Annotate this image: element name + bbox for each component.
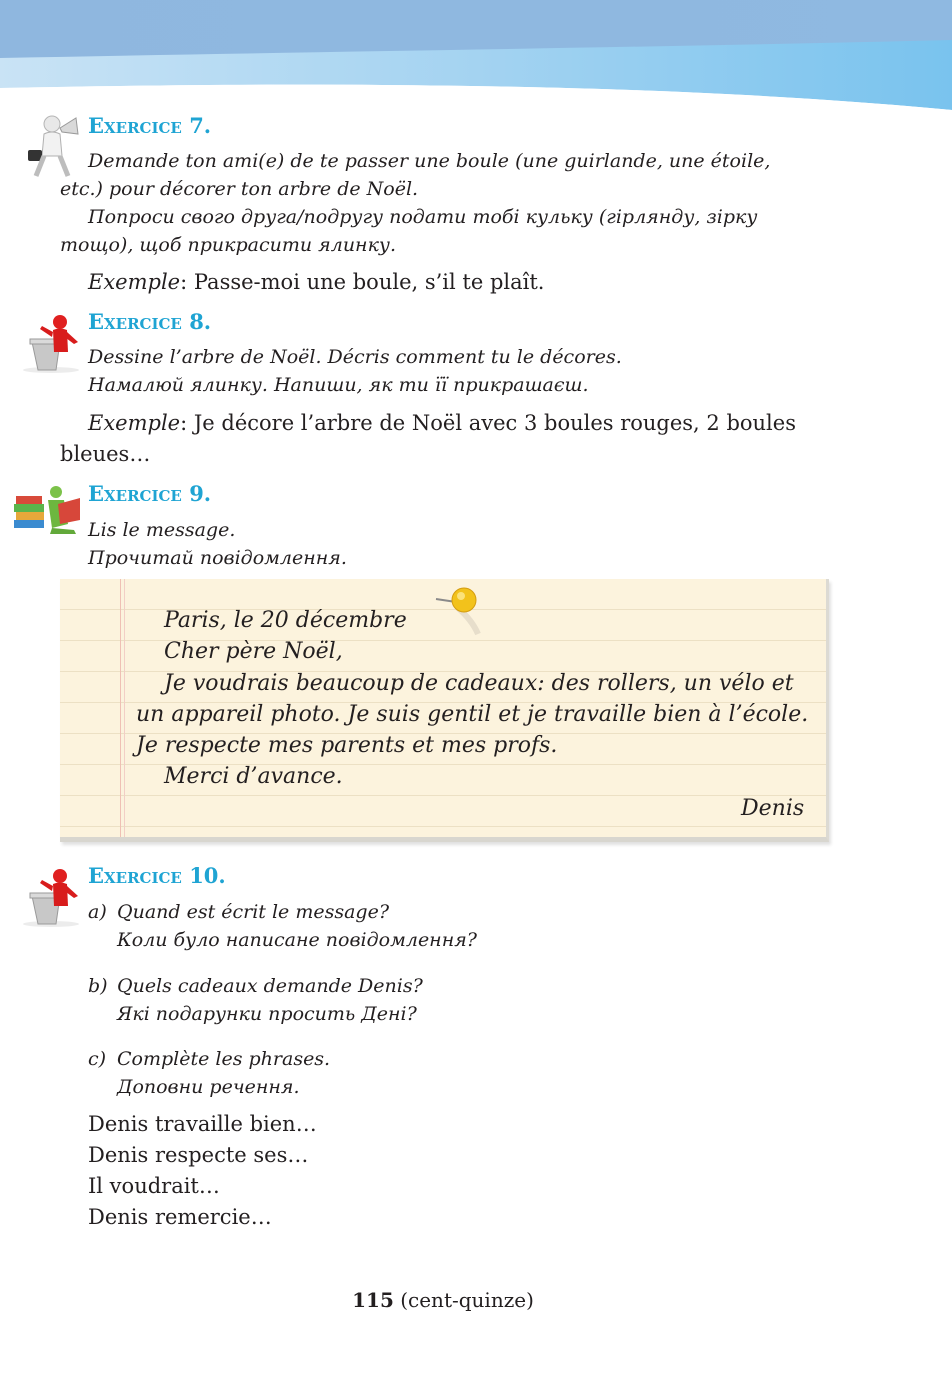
question-a-label: a) xyxy=(88,901,107,923)
exercise-9-word: Exercice xyxy=(88,481,182,506)
megaphone-man-icon xyxy=(22,110,82,178)
letter-date: Paris, le 20 décembre xyxy=(164,608,407,633)
question-c-uk: Доповни речення. xyxy=(117,1076,300,1098)
question-b-label: b) xyxy=(88,975,108,997)
exercise-9-number: 9. xyxy=(189,481,212,506)
exercise-7-title xyxy=(88,113,211,139)
reading-books-icon xyxy=(12,484,82,536)
question-c-fr: Complète les phrases. xyxy=(117,1048,331,1070)
page-footer xyxy=(0,1288,886,1312)
note-margin-line-2 xyxy=(124,579,125,837)
sentence-4: Denis remercie… xyxy=(88,1205,272,1229)
exercise-8-title xyxy=(88,309,211,335)
exercise-7-example xyxy=(88,267,544,298)
letter-body-line3: Je respecte mes parents et mes profs. xyxy=(136,733,558,758)
exercise-8-fr-line: Dessine l’arbre de Noël. Décris comment tu le décores. xyxy=(88,346,622,368)
exercise-7-uk-line2: тощо), щоб прикрасити ялинку. xyxy=(60,234,396,256)
example-label: Exemple xyxy=(88,411,181,435)
exercise-9-fr-line: Lis le message. xyxy=(88,519,236,541)
exercise-10-word: Exercice xyxy=(88,863,182,888)
exercise-7-fr-line1: Demande ton ami(e) de te passer une boule (une guirlande, une étoile, xyxy=(88,150,771,172)
header-banner xyxy=(0,0,952,120)
exercise-8-number: 8. xyxy=(189,309,212,334)
example-text: : Passe-moi une boule, s’il te plaît. xyxy=(180,270,545,294)
exercise-7-fr-line2: etc.) pour décorer ton arbre de Noël. xyxy=(60,178,419,200)
letter-signature: Denis xyxy=(741,796,805,821)
exercise-8-word: Exercice xyxy=(88,309,182,334)
letter-body-line2: un appareil photo. Je suis gentil et je travaille bien à l’école. xyxy=(136,702,809,727)
speaker-podium-icon xyxy=(20,866,82,928)
letter-closing: Merci d’avance. xyxy=(164,764,343,789)
example-label: Exemple xyxy=(88,270,181,294)
exercise-7-word: Exercice xyxy=(88,113,182,138)
exercise-10-number: 10. xyxy=(189,863,226,888)
speaker-podium-icon xyxy=(20,312,82,374)
example-text: : Je décore l’arbre de Noël avec 3 boules rouges, 2 boules xyxy=(180,411,796,435)
sentence-3: Il voudrait… xyxy=(88,1174,220,1198)
exercise-8-example-cont: bleues… xyxy=(60,442,151,466)
question-c-label: c) xyxy=(88,1048,107,1070)
exercise-9-title xyxy=(88,481,211,507)
exercise-10-title xyxy=(88,863,226,889)
letter-greeting: Cher père Noël, xyxy=(164,639,343,664)
exercise-7-number: 7. xyxy=(189,113,212,138)
exercise-8-example xyxy=(88,408,796,439)
exercise-9-uk-line: Прочитай повідомлення. xyxy=(88,547,347,569)
question-b-fr: Quels cadeaux demande Denis? xyxy=(117,975,423,997)
question-a-uk: Коли було написане повідомлення? xyxy=(117,929,477,951)
page-number: 115 xyxy=(352,1288,394,1312)
sentence-2: Denis respecte ses… xyxy=(88,1143,309,1167)
exercise-7-uk-line1: Попроси свого друга/подругу подати тобі кульку (гірлянду, зірку xyxy=(88,206,758,228)
exercise-8-uk-line: Намалюй ялинку. Напиши, як ти її прикрашаєш. xyxy=(88,374,589,396)
page-number-words: (cent-quinze) xyxy=(393,1288,534,1312)
question-a-fr: Quand est écrit le message? xyxy=(117,901,390,923)
question-b-uk: Які подарунки просить Дені? xyxy=(117,1003,417,1025)
push-pin-icon xyxy=(432,582,486,638)
letter-body-line1: Je voudrais beaucoup de cadeaux: des rollers, un vélo et xyxy=(164,671,794,696)
note-margin-line xyxy=(120,579,121,837)
sentence-1: Denis travaille bien… xyxy=(88,1112,317,1136)
